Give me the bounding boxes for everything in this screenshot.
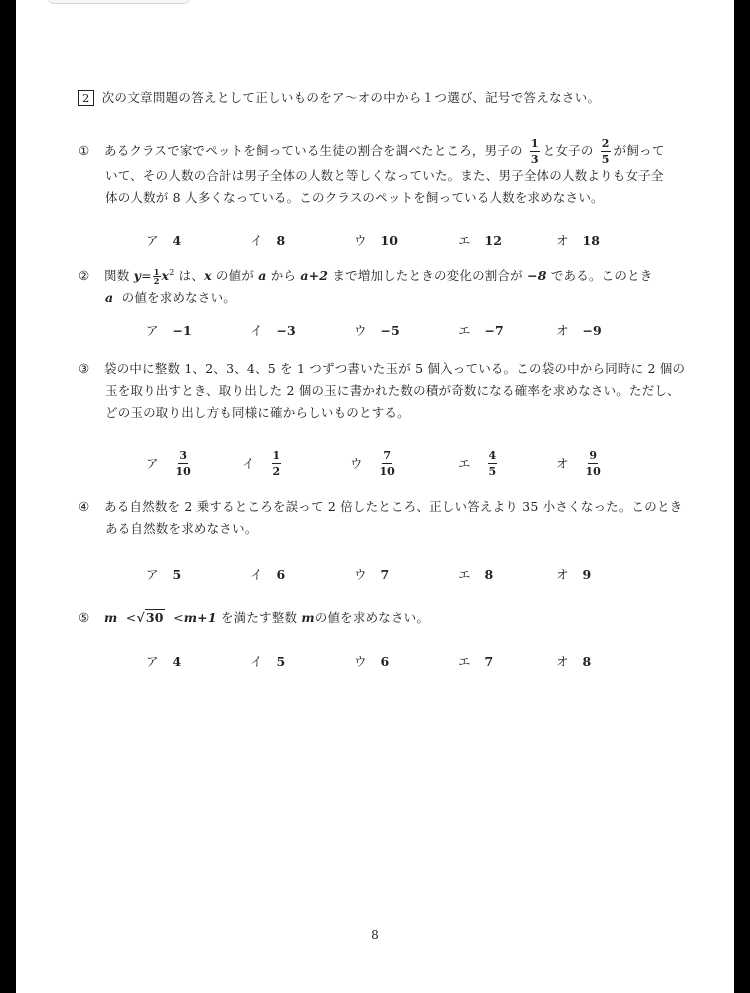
question-number: ② xyxy=(78,268,90,284)
question-5 xyxy=(78,607,688,629)
question-text: の値を求めなさい。 xyxy=(314,610,430,625)
choice-i[interactable]: イ 6 xyxy=(250,566,286,582)
choice-a[interactable]: ア −1 xyxy=(146,322,192,338)
window-tab-edge xyxy=(48,0,190,4)
math-expr: a+2 xyxy=(300,268,329,284)
choice-o[interactable]: オ −9 xyxy=(556,322,602,338)
question-text: 関数 xyxy=(104,268,130,284)
question-text: の値が xyxy=(215,268,255,284)
document-page xyxy=(16,0,734,993)
question-text: が飼って xyxy=(613,143,665,158)
choice-a[interactable]: ア 4 xyxy=(146,653,182,669)
choice-e[interactable]: エ $\frac{4}{5}$ xyxy=(458,448,497,478)
math-exponent: 2 xyxy=(169,268,175,277)
question-text: である。このとき xyxy=(550,268,653,284)
question-text: の値を求めなさい。 xyxy=(121,290,236,306)
math-op: = xyxy=(141,268,152,284)
fraction-half: $\frac{1}{2}$ xyxy=(153,267,160,287)
sqrt-expression: √30 xyxy=(136,610,164,625)
fraction-girls: $\frac{2}{5}$ xyxy=(601,137,610,166)
math-value: −8 xyxy=(527,268,547,284)
instruction-text: 次の文章問題の答えとして正しいものをア〜オの中から１つ選び、記号で答えなさい。 xyxy=(101,90,601,105)
choice-o[interactable]: オ $\frac{9}{10}$ xyxy=(556,448,601,478)
answer-choices-1 xyxy=(146,225,706,255)
answer-choices-2 xyxy=(146,315,706,345)
choice-e[interactable]: エ −7 xyxy=(458,322,504,338)
page-number: 8 xyxy=(371,928,379,942)
answer-choices-5 xyxy=(146,646,706,676)
choice-u[interactable]: ウ 6 xyxy=(354,653,390,669)
fraction-boys: $\frac{1}{3}$ xyxy=(530,137,539,166)
question-text: あるクラスで家でペットを飼っている生徒の割合を調べたところ，男子の xyxy=(104,143,523,158)
question-number: ③ xyxy=(78,361,90,376)
choice-u[interactable]: ウ −5 xyxy=(354,322,400,338)
question-text: 体の人数が 8 人多くなっている。このクラスのペットを飼っている人数を求めなさい。 xyxy=(105,190,604,205)
choice-i[interactable]: イ 5 xyxy=(250,653,286,669)
math-var: m xyxy=(301,610,315,625)
math-var: a xyxy=(105,290,114,306)
choice-a[interactable]: ア 4 xyxy=(146,232,182,248)
choice-i[interactable]: イ $\frac{1}{2}$ xyxy=(242,448,281,478)
choice-a[interactable]: ア $\frac{3}{10}$ xyxy=(146,448,191,478)
choice-u[interactable]: ウ 7 xyxy=(354,566,390,582)
question-number: ⑤ xyxy=(78,610,90,625)
math-var: x xyxy=(204,268,212,284)
choice-u[interactable]: ウ 10 xyxy=(354,232,398,248)
answer-choices-4 xyxy=(146,559,706,589)
choice-o[interactable]: オ 9 xyxy=(556,566,592,582)
question-number: ④ xyxy=(78,499,90,514)
math-var: m xyxy=(104,610,118,625)
question-text: いて、その人数の合計は男子全体の人数と等しくなっていた。また、男子全体の人数よりも女子全 xyxy=(105,168,664,183)
choice-e[interactable]: エ 12 xyxy=(458,232,502,248)
question-text: を満たす整数 xyxy=(220,610,298,625)
math-op: < xyxy=(173,610,184,625)
question-text: どの玉の取り出し方も同様に確からしいものとする。 xyxy=(105,405,410,420)
question-4 xyxy=(78,496,688,540)
section-number-box: 2 xyxy=(78,90,94,106)
choice-u[interactable]: ウ $\frac{7}{10}$ xyxy=(350,448,395,478)
question-text: から xyxy=(270,268,297,284)
math-expr: m+1 xyxy=(183,610,217,625)
question-3 xyxy=(78,358,688,424)
question-number: ① xyxy=(78,143,90,158)
math-op: < xyxy=(125,610,137,625)
question-text: 玉を取り出すとき、取り出した 2 個の玉に書かれた数の積が奇数になる確率を求めなさい。ただし、 xyxy=(105,383,680,398)
choice-a[interactable]: ア 5 xyxy=(146,566,182,582)
question-text: ある自然数を 2 乗するところを誤って 2 倍したところ、正しい答えより 35 小さくなった。このとき xyxy=(104,499,683,514)
question-1 xyxy=(78,138,688,209)
math-var: y xyxy=(133,268,142,284)
choice-i[interactable]: イ 8 xyxy=(250,232,286,248)
question-text: は、 xyxy=(178,268,205,284)
choice-o[interactable]: オ 18 xyxy=(556,232,600,248)
choice-e[interactable]: エ 8 xyxy=(458,566,494,582)
question-text: 袋の中に整数 1、2、3、4、5 を 1 つずつ書いた玉が 5 個入っている。この袋の中から同時に 2 個の xyxy=(104,361,686,376)
question-text: ある自然数を求めなさい。 xyxy=(105,521,258,536)
math-var: x xyxy=(161,268,170,284)
choice-e[interactable]: エ 7 xyxy=(458,653,494,669)
choice-o[interactable]: オ 8 xyxy=(556,653,592,669)
question-text: まで増加したときの変化の割合が xyxy=(332,268,523,284)
choice-i[interactable]: イ −3 xyxy=(250,322,296,338)
math-var: a xyxy=(258,268,267,284)
question-2 xyxy=(78,262,688,309)
question-text: と女子の xyxy=(542,143,594,158)
section-instruction xyxy=(78,88,678,106)
answer-choices-3 xyxy=(146,448,706,478)
